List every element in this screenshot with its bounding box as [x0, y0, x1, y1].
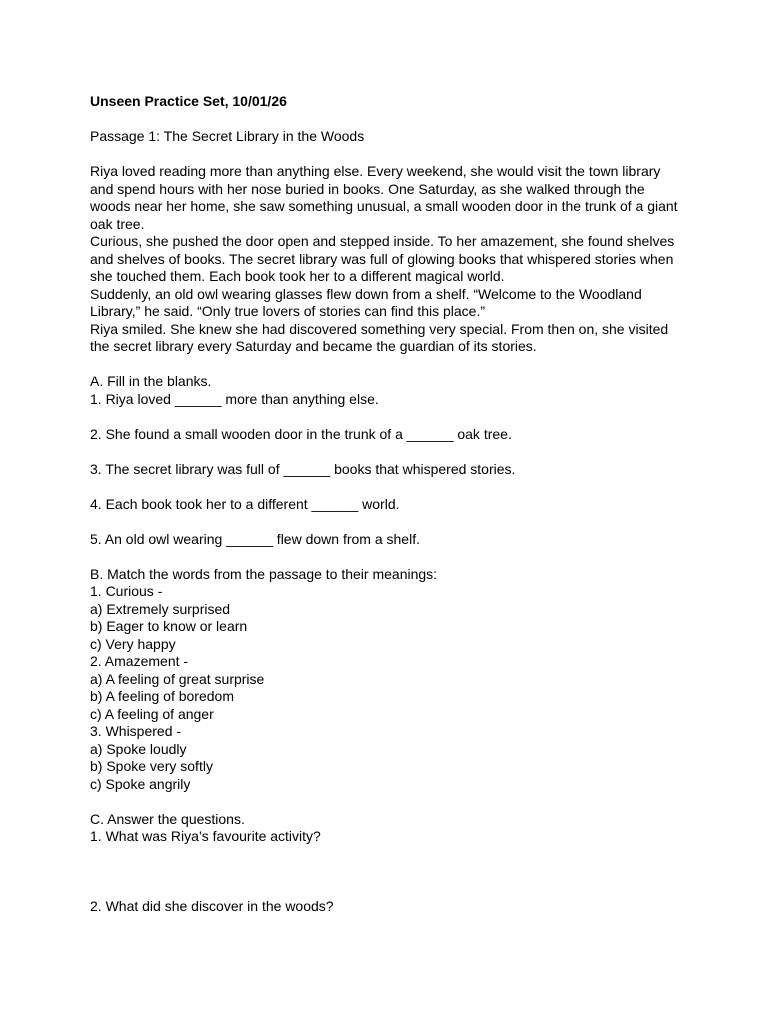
passage-line: she touched them. Each book took her to a different magical world.	[90, 268, 505, 284]
match-option: b) Spoke very softly	[90, 758, 213, 774]
match-option: c) A feeling of anger	[90, 705, 214, 722]
spacer	[90, 513, 680, 531]
spacer	[90, 443, 680, 461]
passage-line: and spend hours with her nose buried in books. One Saturday, as she walked through the	[90, 180, 645, 197]
section-b	[90, 566, 680, 794]
fill-blank-item: 4. Each book took her to a different ______ world.	[90, 495, 400, 512]
match-option: a) Spoke loudly	[90, 740, 187, 757]
worksheet-title: Unseen Practice Set, 10/01/26	[90, 93, 287, 109]
spacer	[90, 146, 680, 164]
match-option: c) Very happy	[90, 635, 176, 652]
match-option: a) A feeling of great surprise	[90, 670, 265, 687]
spacer	[90, 408, 680, 426]
section-c-heading: C. Answer the questions.	[90, 810, 245, 827]
passage-line: Riya smiled. She knew she had discovered something very special. From then on, she visited	[90, 320, 669, 337]
match-option: b) Eager to know or learn	[90, 618, 248, 634]
passage-line: Curious, she pushed the door open and stepped inside. To her amazement, she found shelves	[90, 233, 675, 249]
match-option: a) Extremely surprised	[90, 600, 231, 617]
fill-blank-item: 1. Riya loved ______ more than anything else.	[90, 390, 379, 407]
match-option: b) A feeling of boredom	[90, 688, 234, 704]
spacer	[90, 793, 680, 811]
spacer	[90, 111, 680, 129]
spacer	[90, 548, 680, 566]
spacer	[90, 356, 680, 374]
section-b-heading: B. Match the words from the passage to their meanings:	[90, 565, 438, 582]
fill-blank-item: 2. She found a small wooden door in the trunk of a ______ oak tree.	[90, 425, 512, 442]
passage-line: oak tree.	[90, 215, 145, 232]
spacer	[90, 478, 680, 496]
match-word: 1. Curious -	[90, 583, 163, 599]
passage-line: Library,” he said. “Only true lovers of stories can find this place.”	[90, 303, 486, 319]
fill-blank-item: 3. The secret library was full of ______ books that whispered stories.	[90, 460, 516, 477]
match-word: 2. Amazement -	[90, 653, 189, 669]
passage-heading: Passage 1: The Secret Library in the Woods	[90, 128, 365, 144]
match-word: 3. Whispered -	[90, 723, 182, 739]
passage-line: woods near her home, she saw something unusual, a small wooden door in the trunk of a giant	[90, 198, 678, 214]
passage-body	[90, 163, 680, 356]
section-c	[90, 811, 680, 916]
fill-blank-item: 5. An old owl wearing ______ flew down from a shelf.	[90, 530, 420, 547]
passage-line: Suddenly, an old owl wearing glasses flew down from a shelf. “Welcome to the Woodland	[90, 285, 642, 302]
passage-line: Riya loved reading more than anything else. Every weekend, she would visit the town library	[90, 163, 661, 179]
section-a	[90, 373, 680, 548]
section-a-heading: A. Fill in the blanks.	[90, 373, 212, 389]
worksheet-page	[90, 93, 680, 916]
question: 1. What was Riya’s favourite activity?	[90, 828, 321, 844]
answer-space	[90, 846, 680, 899]
question: 2. What did she discover in the woods?	[90, 898, 334, 914]
passage-line: the secret library every Saturday and became the guardian of its stories.	[90, 338, 537, 354]
match-option: c) Spoke angrily	[90, 775, 191, 792]
passage-line: and shelves of books. The secret library was full of glowing books that whispered stories when	[90, 250, 674, 267]
